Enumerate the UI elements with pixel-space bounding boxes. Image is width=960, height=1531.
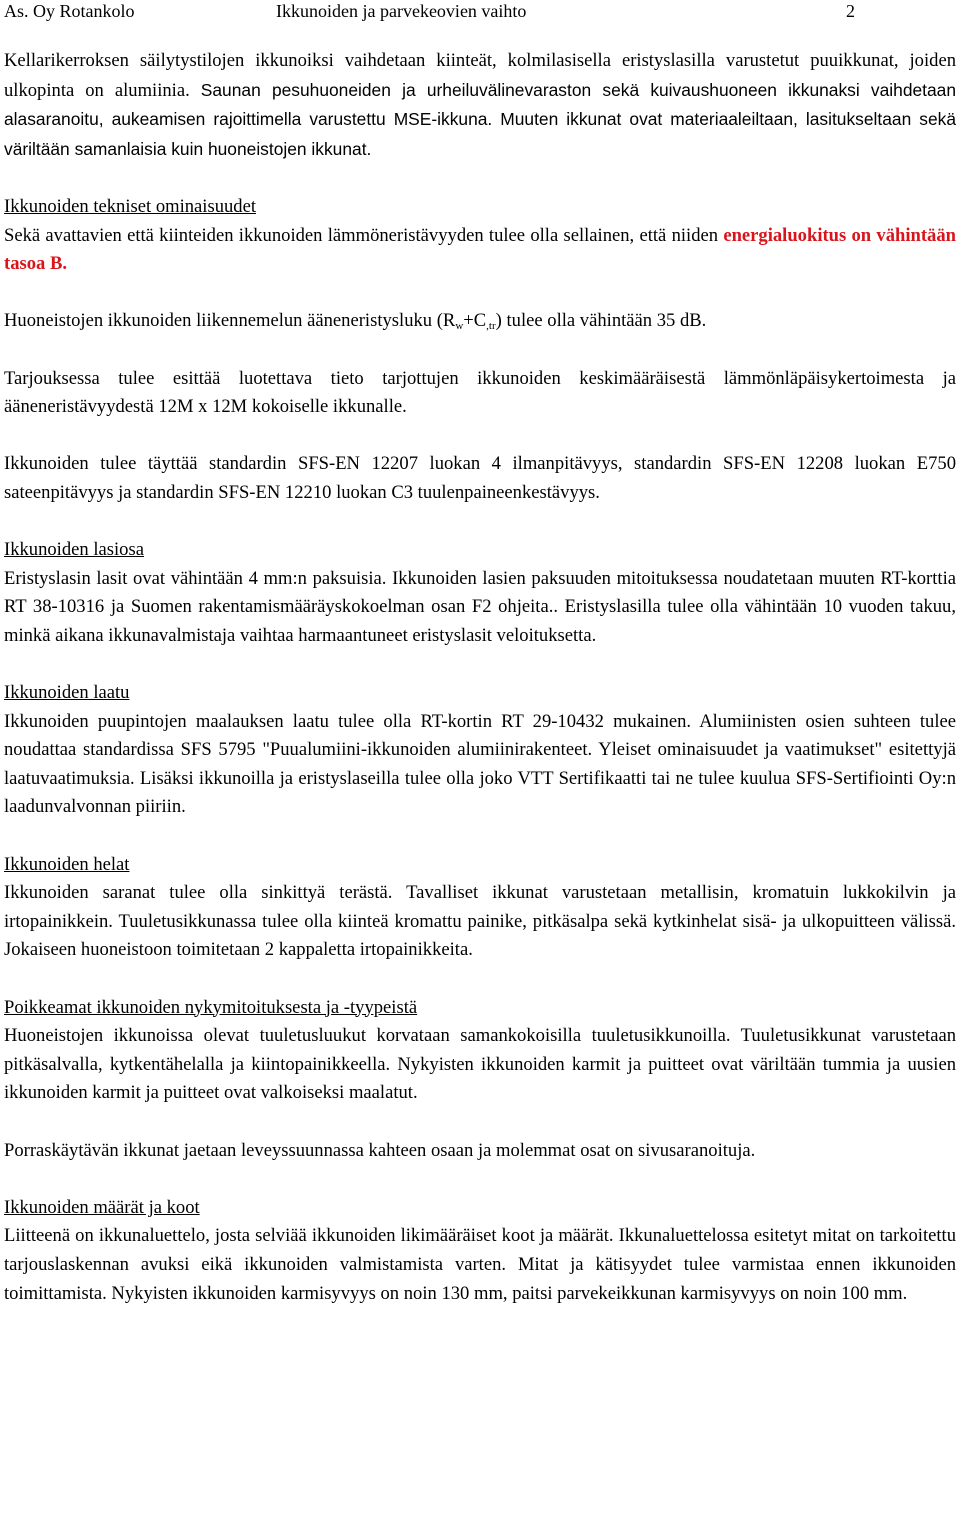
header-company: As. Oy Rotankolo [4,1,135,21]
technical-heading: Ikkunoiden tekniset ominaisuudet [4,195,257,217]
quantities-heading: Ikkunoiden määrät ja koot [4,1196,200,1218]
document-body [4,47,956,1308]
technical-section [4,193,956,279]
deviations-text: Huoneistojen ikkunoissa olevat tuuletusluukut korvataan samankokoisilla tuuletusikkunoilla. Tuuletusikkunat varustetaan pitkäsalvalla, kytkentähelalla ja kiintopainikkeella. Nykyisten ikkunoiden karmit ja puitteet ovat väriltään tummia ja uusien ikkunoiden karmit ja puitteet ovat valkoiseksi maalatut. [4,1025,956,1104]
hardware-section [4,851,956,965]
deviations-heading: Poikkeamat ikkunoiden nykymitoituksesta ja -tyypeistä [4,996,418,1018]
deviations-section [4,994,956,1108]
glass-heading: Ikkunoiden lasiosa [4,539,144,561]
energy-class-highlight: energialuokitus on vähintään tasoa B. [4,224,956,275]
quantities-text: Liitteenä on ikkunaluettelo, josta selviää ikkunoiden likimääräiset koot ja määrät. Ikkunaluettelossa esitetyt mitat on tarkoitettu tarjouslaskennan avuksi eikä ikkunoiden valmistamista varten. Mitat ja kätisyydet tulee varmistaa ennen ikkunoiden toimittamista. Nykyisten ikkunoiden karmisyvyys on noin 130 mm, paitsi parvekeikkunan karmisyvyys on noin 100 mm. [4,1225,956,1304]
sound-sub-w: w [455,320,464,333]
intro-serif-text: Kellarikerroksen säilytystilojen ikkunoiksi vaihdetaan kiinteät, kolmilasisella eristyslasilla varustetut puuikkunat, joiden ulkopinta on alumiinia. [4,50,956,101]
standards-paragraph: Ikkunoiden tulee täyttää standardin SFS-EN 12207 luokan 4 ilmanpitävyys, standardin SFS-EN 12208 luokan E750 sateenpitävyys ja standardin SFS-EN 12210 luokan C3 tuulenpaineenkestävyys. [4,453,956,503]
quality-section [4,679,956,822]
technical-text: Sekä avattavien että kiinteiden ikkunoiden lämmöneristävyyden tulee olla sellainen, että niiden [4,224,719,246]
sound-text-after: ) tulee olla vähintään 35 dB. [495,310,707,332]
hardware-text: Ikkunoiden saranat tulee olla sinkittyä terästä. Tavalliset ikkunat varustetaan metallisin, kromatuin lukkokilvin ja irtopainikkein. Tuuletusikkunassa tulee olla kiinteä kromattu painike, pitkäsalpa sekä kytkinhelat sisä- ja ulkopuitteen välissä. Jokaiseen huoneistoon toimitetaan 2 kappaletta irtopainikkeita. [4,882,956,961]
stairwell-paragraph: Porraskäytävän ikkunat jaetaan leveyssuunnassa kahteen osaan ja molemmat osat on sivusaranoituja. [4,1139,756,1161]
sound-sub-tr: ,tr [486,320,496,333]
page-number: 2 [846,1,855,21]
hardware-heading: Ikkunoiden helat [4,853,130,875]
sound-text-before: Huoneistojen ikkunoiden liikennemelun ääneneristysluku (R [4,310,456,332]
sound-plus-c: +C [463,310,487,332]
quality-heading: Ikkunoiden laatu [4,682,130,704]
intro-paragraph [4,47,956,164]
offer-paragraph: Tarjouksessa tulee esittää luotettava tieto tarjottujen ikkunoiden keskimääräisestä lämmönläpäisykertoimesta ja ääneneristävyydestä 12M x 12M kokoiselle ikkunalle. [4,367,956,418]
header-title: Ikkunoiden ja parvekeovien vaihto [276,1,527,21]
intro-sans-text: Saunan pesuhuoneiden ja urheiluvälinevaraston sekä kuivaushuoneen ikkunaksi vaihdetaan alasaranoitu, aukeamisen rajoittimella varustettu MSE-ikkuna. Muuten ikkunat ovat materiaaleiltaan, lasitukseltaan sekä väriltään samanlaisia kuin huoneistojen ikkunat. [4,79,957,159]
glass-section [4,536,956,650]
glass-text: Eristyslasin lasit ovat vähintään 4 mm:n paksuisia. Ikkunoiden lasien paksuuden mitoituksessa noudatetaan muuten RT-korttia RT 38-10316 ja Suomen rakentamismääräyskokoelman osan F2 ohjeita.. Eristyslasilla tulee olla vähintään 10 vuoden takuu, minkä aikana ikkunavalmistaja vaihtaa harmaantuneet eristyslasit veloituksetta. [4,567,956,646]
quality-text: Ikkunoiden puupintojen maalauksen laatu tulee olla RT-kortin RT 29-10432 mukainen. Alumiinisten osien suhteen tulee noudattaa standardissa SFS 5795 "Puualumiini-ikkunoiden alumiinirakenteet. Yleiset ominaisuudet ja vaatimukset" esitettyjä laatuvaatimuksia. Lisäksi ikkunoilla ja eristyslaseilla tulee olla joko VTT Sertifikaatti tai ne tulee kuulua SFS-Sertifiointi Oy:n laadunvalvonnan piiriin. [4,710,956,818]
page-header [4,0,956,22]
sound-insulation-paragraph [4,307,956,336]
quantities-section [4,1194,956,1308]
